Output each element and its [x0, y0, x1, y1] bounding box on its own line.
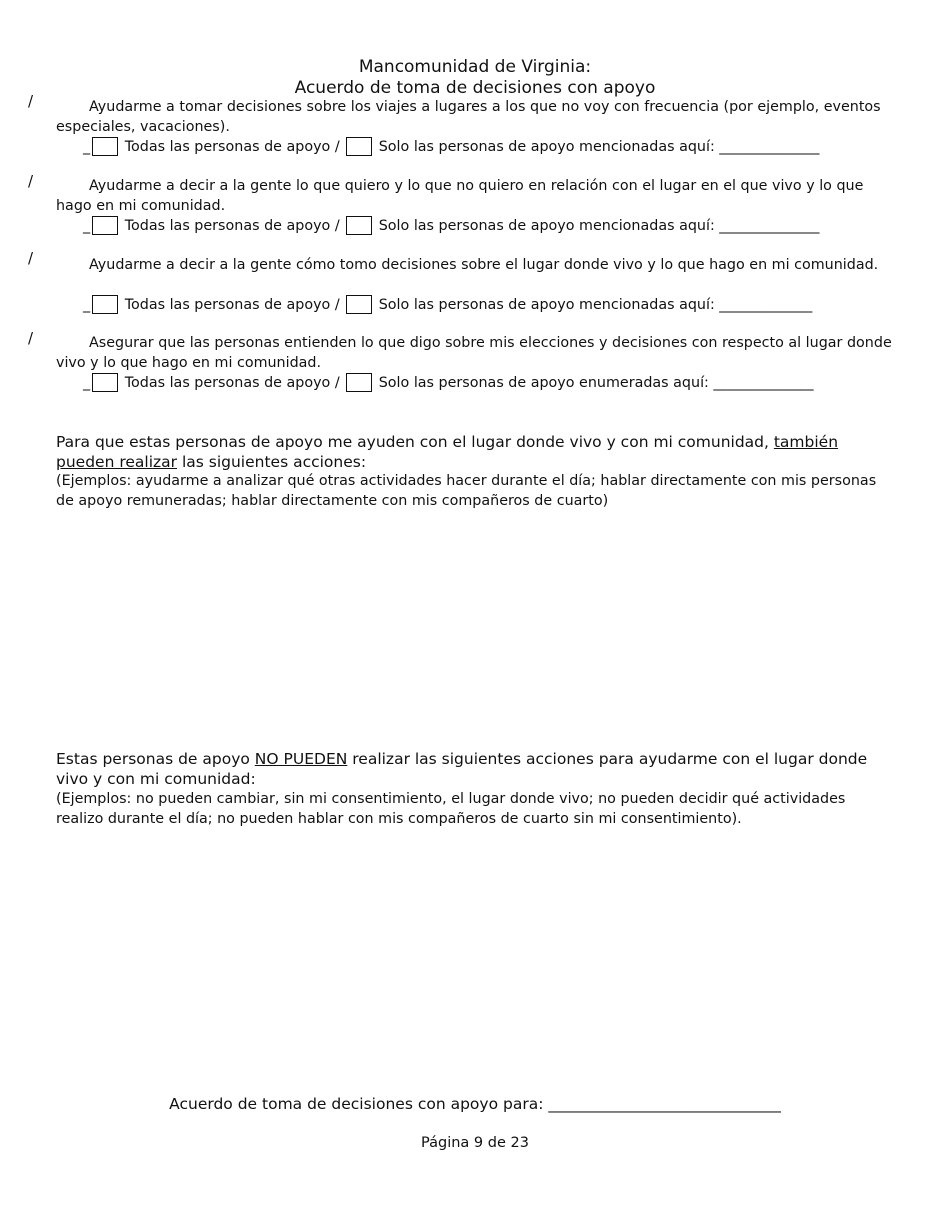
all-supporters-label: Todas las personas de apoyo /	[124, 218, 340, 234]
can-heading-post: las siguientes acciones:	[177, 452, 367, 471]
all-supporters-checkbox[interactable]	[92, 216, 118, 235]
item-2-text-content: Ayudarme a decir a la gente lo que quiero y lo que no quiero en relación con el lugar en el que vivo y lo que hago en mi comunidad.	[56, 178, 864, 214]
item-4-options	[83, 373, 813, 393]
item-2-options	[83, 216, 819, 236]
item-slash: /	[28, 329, 34, 347]
all-supporters-label: Todas las personas de apoyo /	[124, 139, 340, 155]
cannot-heading-pre: Estas personas de apoyo	[56, 750, 255, 768]
only-listed-supporters-checkbox[interactable]	[346, 137, 372, 156]
all-supporters-label: Todas las personas de apoyo /	[124, 375, 340, 391]
can-heading-pre: Para que estas personas de apoyo me ayuden con el lugar donde vivo y con mi comunidad,	[56, 433, 774, 451]
item-slash: /	[28, 249, 34, 267]
all-supporters-label: Todas las personas de apoyo /	[124, 297, 340, 313]
only-listed-supporters-checkbox[interactable]	[346, 373, 372, 392]
cannot-section-heading	[56, 750, 896, 789]
only-listed-supporters-label: Solo las personas de apoyo enumeradas aquí: ______________	[378, 375, 814, 391]
item-4-text	[56, 334, 896, 373]
only-listed-supporters-checkbox[interactable]	[346, 295, 372, 314]
can-section-heading	[56, 433, 896, 472]
item-1-options	[83, 137, 819, 157]
can-section-examples: (Ejemplos: ayudarme a analizar qué otras actividades hacer durante el día; hablar directamente con mis personas de apoyo remuneradas; hablar directamente con mis compañeros de cuarto)	[56, 473, 877, 509]
all-supporters-checkbox[interactable]	[92, 137, 118, 156]
item-3-text-content: Ayudarme a decir a la gente cómo tomo decisiones sobre el lugar donde vivo y lo que hago en mi comunidad.	[89, 257, 879, 273]
option-prefix: _	[83, 375, 91, 391]
all-supporters-checkbox[interactable]	[92, 373, 118, 392]
cannot-heading-post: realizar las siguientes acciones para ayudarme con el lugar donde vivo y con mi comunidad:	[56, 750, 868, 788]
can-actions-entry-area[interactable]	[56, 520, 896, 740]
cannot-section-examples: (Ejemplos: no pueden cambiar, sin mi consentimiento, el lugar donde vivo; no pueden decidir qué actividades realizo durante el día; no pueden hablar con mis compañeros de cuarto sin mi consentimiento).	[56, 791, 846, 827]
only-listed-supporters-label: Solo las personas de apoyo mencionadas aquí: ______________	[378, 139, 820, 155]
item-4-text-content: Asegurar que las personas entienden lo que digo sobre mis elecciones y decisiones con respecto al lugar donde vivo y lo que hago en mi comunidad.	[56, 335, 892, 371]
item-3-text	[56, 256, 896, 276]
item-slash: /	[28, 172, 34, 190]
option-prefix: _	[83, 139, 91, 155]
item-1-text	[56, 98, 896, 137]
item-3-options	[83, 295, 812, 315]
cannot-actions-entry-area[interactable]	[56, 840, 896, 1080]
can-heading-emphasis: también pueden realizar	[56, 433, 839, 471]
page-number: Página 9 de 23	[421, 1135, 529, 1151]
item-2-text	[56, 177, 896, 216]
cannot-heading-emphasis: NO PUEDEN	[254, 750, 348, 768]
only-listed-supporters-label: Solo las personas de apoyo mencionadas aquí: _____________	[378, 297, 813, 313]
item-1-text-content: Ayudarme a tomar decisiones sobre los viajes a lugares a los que no voy con frecuencia (por ejemplo, eventos especiales, vacaciones).	[56, 99, 881, 135]
document-title-line2: Acuerdo de toma de decisiones con apoyo	[294, 78, 656, 98]
only-listed-supporters-label: Solo las personas de apoyo mencionadas aquí: ______________	[378, 218, 820, 234]
item-slash: /	[28, 92, 34, 110]
all-supporters-checkbox[interactable]	[92, 295, 118, 314]
agreement-for-line: Acuerdo de toma de decisiones con apoyo para: ______________________________	[169, 1095, 781, 1113]
document-title-line1: Mancomunidad de Virginia:	[358, 57, 592, 77]
option-prefix: _	[83, 218, 91, 234]
only-listed-supporters-checkbox[interactable]	[346, 216, 372, 235]
option-prefix: _	[83, 297, 91, 313]
